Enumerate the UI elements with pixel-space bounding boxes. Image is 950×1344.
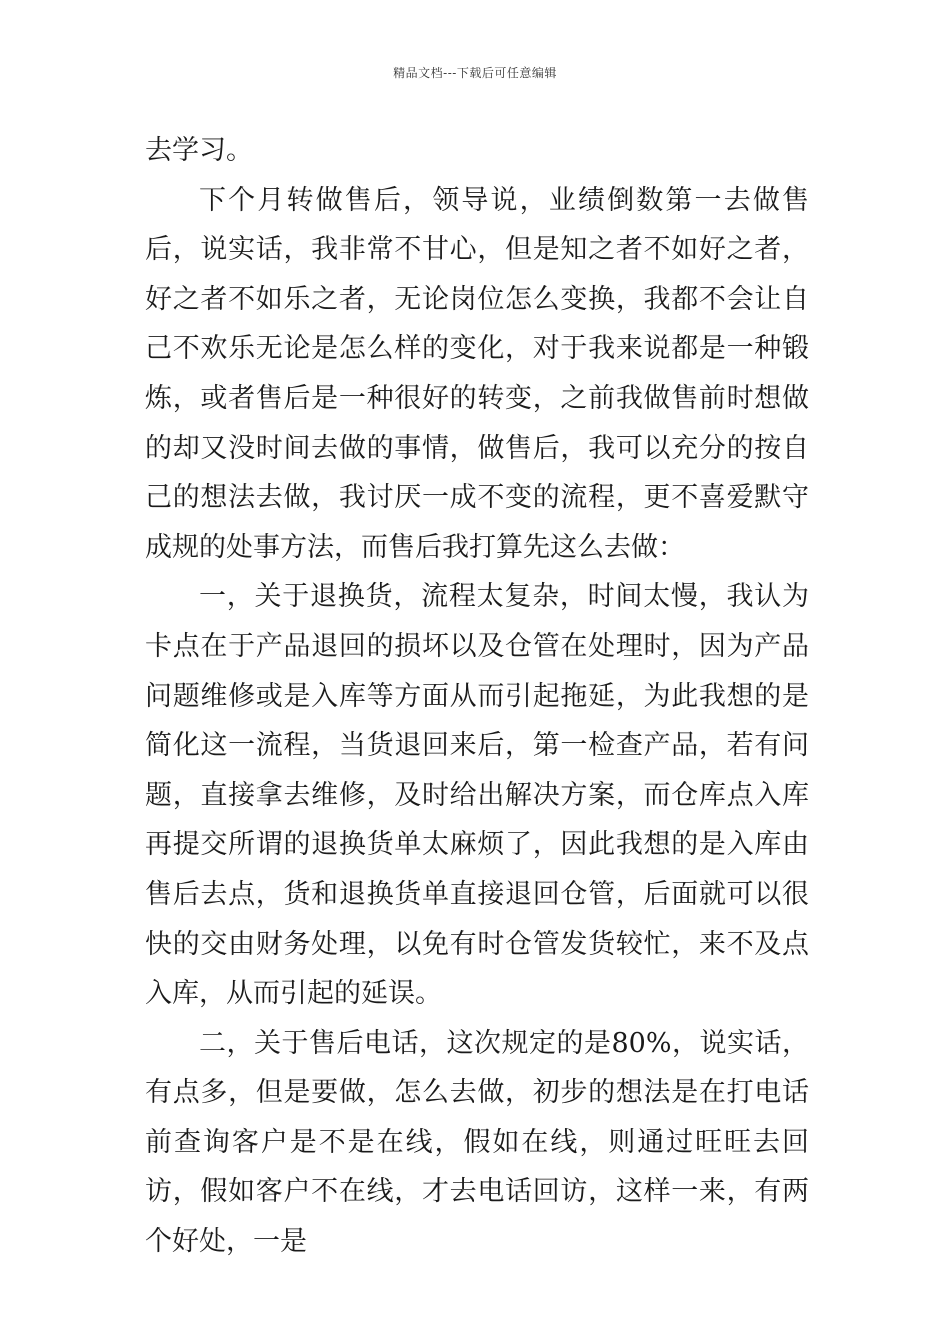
paragraph-after-sales-calls: 二，关于售后电话，这次规定的是80%，说实话，有点多，但是要做，怎么去做，初步的想法是在打电话前查询客户是不是在线，假如在线，则通过旺旺去回访，假如客户不在线，才去电话回访，这样一来，有两个好处，一是: [145, 1027, 809, 1258]
paragraph-returns-process: 一，关于退换货，流程太复杂，时间太慢，我认为卡点在于产品退回的损坏以及仓管在处理时，因为产品问题维修或是入库等方面从而引起拖延，为此我想的是简化这一流程，当货退回来后，第一检查产品，若有问题，直接拿去维修，及时给出解决方案，而仓库点入库再提交所谓的退换货单太麻烦了，因此我想的是入库由售后去点，货和退换货单直接退回仓管，后面就可以很快的交由财务处理，以免有时仓管发货较忙，来不及点入库，从而引起的延误。: [145, 581, 809, 1010]
document-body: [145, 126, 809, 1267]
page-header: 精品文档---下载后可任意编辑: [393, 66, 557, 80]
paragraph-after-sales-transfer: 下个月转做售后，领导说，业绩倒数第一去做售后，说实话，我非常不甘心，但是知之者不如好之者，好之者不如乐之者，无论岗位怎么变换，我都不会让自己不欢乐无论是怎么样的变化，对于我来说都是一种锻炼，或者售后是一种很好的转变，之前我做售前时想做的却又没时间去做的事情，做售后，我可以充分的按自己的想法去做，我讨厌一成不变的流程，更不喜爱默守成规的处事方法，而售后我打算先这么去做：: [145, 184, 809, 563]
paragraph-continuation: 去学习。: [145, 135, 253, 166]
